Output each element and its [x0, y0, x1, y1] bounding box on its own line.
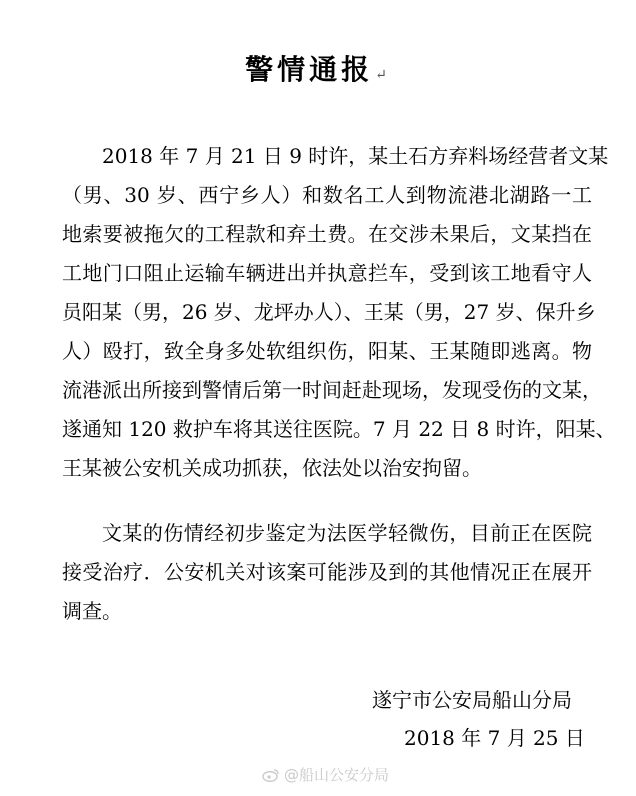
weibo-logo-icon — [262, 768, 280, 782]
paragraph-2-line: 文某的伤情经初步鉴定为法医学轻微伤，目前正在医院 — [102, 521, 592, 545]
watermark — [262, 764, 389, 785]
paragraph-2-line: 调查。 — [62, 599, 122, 623]
paragraph-1-line: 王某被公安机关成功抓获，依法处以治安拘留。 — [62, 456, 482, 480]
signature-organization: 遂宁市公安局船山分局 — [372, 688, 572, 712]
paragraph-1-line: 员阳某（男，26 岁、龙坪办人）、王某（男，27 岁、保升乡 — [62, 300, 596, 324]
watermark-text: @船山公安分局 — [284, 766, 390, 784]
paragraph-1-line: 地索要被拖欠的工程款和弃土费。在交涉未果后，文某挡在 — [62, 222, 592, 246]
title-text: 警情通报 — [245, 53, 374, 86]
paragraph-1-line: 流港派出所接到警情后第一时间赶赴现场，发现受伤的文某， — [62, 378, 602, 402]
signature-date: 2018 年 7 月 25 日 — [404, 726, 585, 750]
paragraph-1-line: 人）殴打，致全身多处软组织伤，阳某、王某随即逃离。物 — [62, 339, 592, 363]
paragraph-1-line: 遂通知 120 救护车将其送往医院。7 月 22 日 8 时许，阳某、 — [62, 417, 616, 441]
return-mark: ↵ — [375, 67, 391, 83]
paragraph-1-line: （男、30 岁、西宁乡人）和数名工人到物流港北湖路一工 — [62, 183, 592, 207]
paragraph-1-line: 2018 年 7 月 21 日 9 时许，某土石方弃料场经营者文某 — [102, 144, 609, 168]
document-title — [0, 48, 636, 88]
paragraph-1-line: 工地门口阻止运输车辆进出并执意拦车，受到该工地看守人 — [62, 261, 592, 285]
paragraph-2-line: 接受治疗．公安机关对该案可能涉及到的其他情况正在展开 — [62, 560, 592, 584]
